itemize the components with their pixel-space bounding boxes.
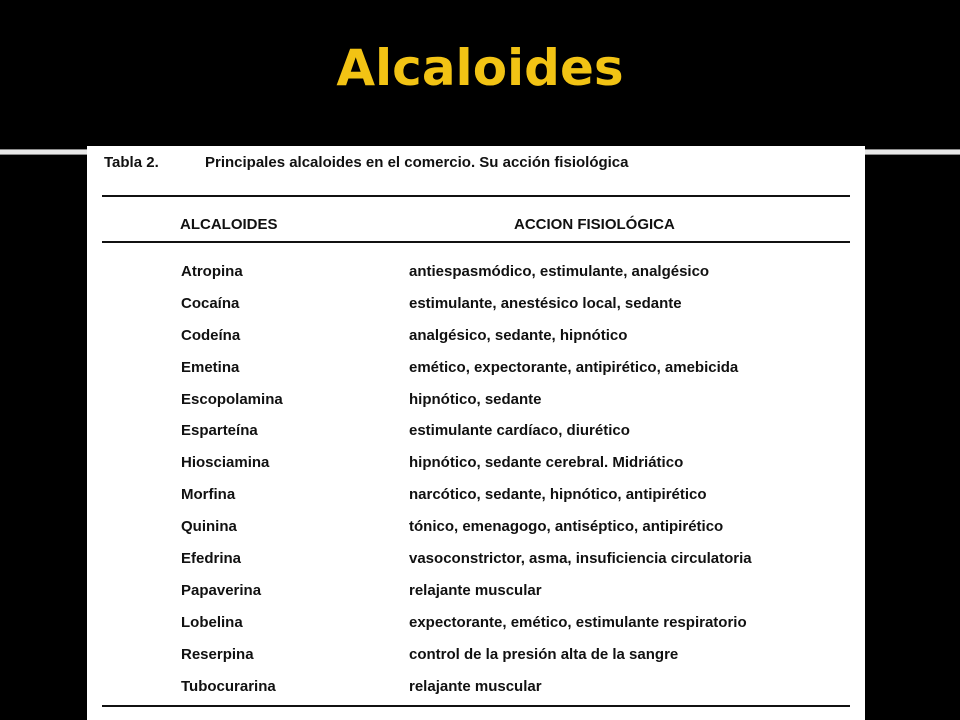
physiological-action: vasoconstrictor, asma, insuficiencia circulatoria bbox=[409, 550, 752, 568]
physiological-action: expectorante, emético, estimulante respiratorio bbox=[409, 613, 747, 631]
table-row bbox=[87, 550, 865, 582]
alkaloid-name: Quinina bbox=[181, 518, 237, 536]
table-caption bbox=[104, 154, 629, 171]
scanned-table-document bbox=[87, 146, 865, 720]
alkaloid-name: Emetina bbox=[181, 358, 240, 376]
table-row bbox=[87, 646, 865, 678]
physiological-action: control de la presión alta de la sangre bbox=[409, 645, 679, 663]
table-row bbox=[87, 263, 865, 295]
alkaloid-name: Escopolamina bbox=[181, 390, 283, 408]
table-body bbox=[87, 263, 865, 709]
physiological-action: estimulante, anestésico local, sedante bbox=[409, 294, 682, 312]
alkaloid-name: Tubocurarina bbox=[181, 677, 276, 695]
physiological-action: relajante muscular bbox=[409, 581, 542, 599]
physiological-action: relajante muscular bbox=[409, 677, 542, 695]
alkaloid-name: Reserpina bbox=[181, 645, 254, 663]
alkaloid-name: Papaverina bbox=[181, 581, 262, 599]
table-caption-text: Principales alcaloides en el comercio. Su acción fisiológica bbox=[205, 154, 629, 171]
physiological-action: analgésico, sedante, hipnótico bbox=[409, 326, 628, 344]
alkaloid-name: Codeína bbox=[181, 326, 241, 344]
column-header-alcaloides: ALCALOIDES bbox=[180, 216, 278, 233]
alkaloid-name: Morfina bbox=[181, 486, 236, 504]
table-row bbox=[87, 454, 865, 486]
table-row bbox=[87, 327, 865, 359]
physiological-action: hipnótico, sedante bbox=[409, 390, 542, 408]
physiological-action: hipnótico, sedante cerebral. Midriático bbox=[409, 454, 684, 472]
physiological-action: estimulante cardíaco, diurético bbox=[409, 422, 630, 440]
table-row bbox=[87, 359, 865, 391]
alkaloid-name: Cocaína bbox=[181, 294, 240, 312]
alkaloid-name: Efedrina bbox=[181, 550, 242, 568]
column-header-accion: ACCION FISIOLÓGICA bbox=[514, 216, 675, 233]
table-row bbox=[87, 486, 865, 518]
physiological-action: narcótico, sedante, hipnótico, antipirético bbox=[409, 486, 707, 504]
table-row bbox=[87, 391, 865, 423]
alkaloid-name: Esparteína bbox=[181, 422, 258, 440]
table-label: Tabla 2. bbox=[104, 154, 159, 171]
table-row bbox=[87, 518, 865, 550]
physiological-action: tónico, emenagogo, antiséptico, antipirético bbox=[409, 518, 724, 536]
alkaloid-name: Hiosciamina bbox=[181, 454, 270, 472]
table-header-rule bbox=[102, 241, 850, 243]
alkaloid-name: Atropina bbox=[181, 263, 243, 280]
table-row bbox=[87, 422, 865, 454]
table-bottom-rule bbox=[102, 705, 850, 707]
physiological-action: antiespasmódico, estimulante, analgésico bbox=[409, 263, 710, 280]
slide-title: Alcaloides bbox=[336, 39, 624, 97]
table-row bbox=[87, 614, 865, 646]
physiological-action: emético, expectorante, antipirético, amebicida bbox=[409, 358, 739, 376]
table-row bbox=[87, 295, 865, 327]
table-top-rule bbox=[102, 195, 850, 197]
table-row bbox=[87, 582, 865, 614]
alkaloid-name: Lobelina bbox=[181, 613, 243, 631]
